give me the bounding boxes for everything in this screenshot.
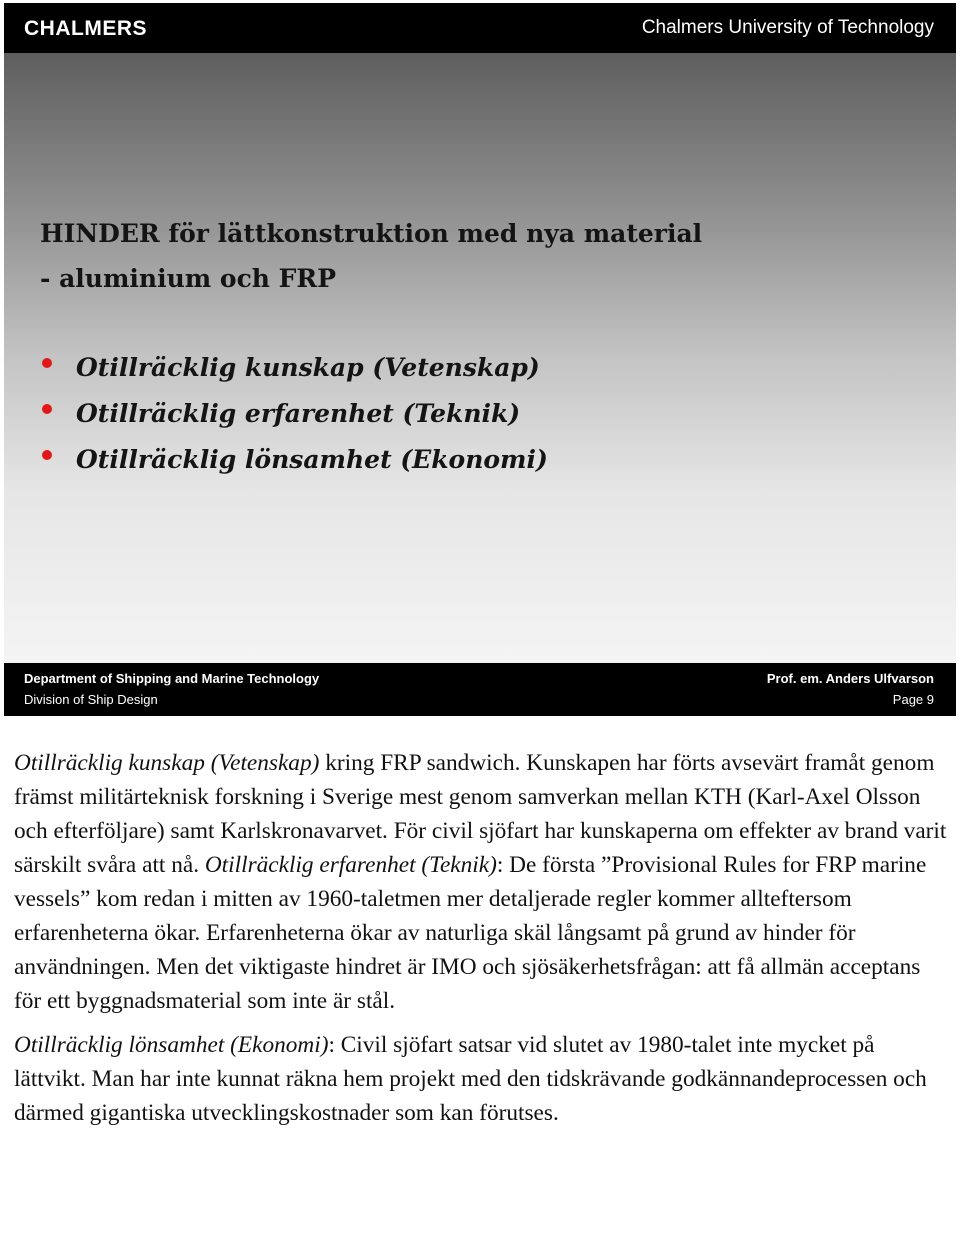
slide-bullet-item: [40, 391, 548, 437]
paragraph-1-text-b: : De första ”Provisional Rules for FRP marine vessels” kom redan i mitten av 1960-taletmen mer detaljerade regler kommer allteftersom erfarenheterna ökar. Erfarenheterna ökar av naturliga skäl långsamt på grund av hinder för användningen. Men det viktigaste hindret är IMO och sjösäkerhetsfrågan: att få allmän acceptans för ett byggnadsmaterial som inte är stål.: [14, 852, 927, 1014]
emphasis-kunskap: Otillräcklig kunskap (Vetenskap): [14, 750, 320, 776]
slide-bullet-list: [40, 345, 548, 483]
slide-bullet-text: Otillräcklig erfarenhet (Teknik): [76, 399, 521, 428]
paragraph-2: [14, 1028, 948, 1130]
body-text: [14, 746, 948, 1140]
slide-bullet-item: [40, 345, 548, 391]
slide-title-line-1: HINDER för lättkonstruktion med nya material: [40, 219, 703, 248]
slide-bullet-item: [40, 437, 548, 483]
slide-image: [4, 3, 956, 716]
slide-bullet-text: Otillräcklig kunskap (Vetenskap): [76, 353, 540, 382]
emphasis-lonsamhet: Otillräcklig lönsamhet (Ekonomi): [14, 1032, 329, 1058]
paragraph-1: [14, 746, 948, 1018]
slide-page-number: Page 9: [892, 692, 934, 707]
paragraph-1-text-a: kring FRP sandwich. Kunskapen har förts avsevärt framåt genom främst militärteknisk forskning i Sverige mest genom samverkan mellan KTH (Karl-Axel Olsson och efterföljare) samt Karlskronavarvet. För civil sjöfart har kunskaperna om effekter av brand varit särskilt svåra att nå.: [14, 750, 947, 878]
department-name: Department of Shipping and Marine Technology: [24, 671, 320, 686]
slide-content: [4, 53, 956, 663]
slide-title-line-2: - aluminium och FRP: [40, 264, 337, 293]
paragraph-2-text: : Civil sjöfart satsar vid slutet av 1980-talet inte mycket på lättvikt. Man har inte kunnat räkna hem projekt med den tidskrävande godkännandeprocessen och därmed gigantiska utvecklingskostnader som kan förutses.: [14, 1032, 927, 1126]
chalmers-logo: CHALMERS: [24, 17, 147, 40]
emphasis-erfarenhet: Otillräcklig erfarenhet (Teknik): [204, 852, 497, 878]
slide-bullet-text: Otillräcklig lönsamhet (Ekonomi): [76, 445, 548, 474]
slide-header: [4, 3, 956, 53]
bullet-dot-icon: [42, 404, 52, 414]
author-name: Prof. em. Anders Ulfvarson: [766, 671, 934, 686]
division-name: Division of Ship Design: [24, 692, 158, 707]
bullet-dot-icon: [42, 450, 52, 460]
bullet-dot-icon: [42, 358, 52, 368]
slide-footer: [4, 663, 956, 716]
university-name: Chalmers University of Technology: [641, 17, 934, 38]
slide-title: [40, 211, 702, 301]
